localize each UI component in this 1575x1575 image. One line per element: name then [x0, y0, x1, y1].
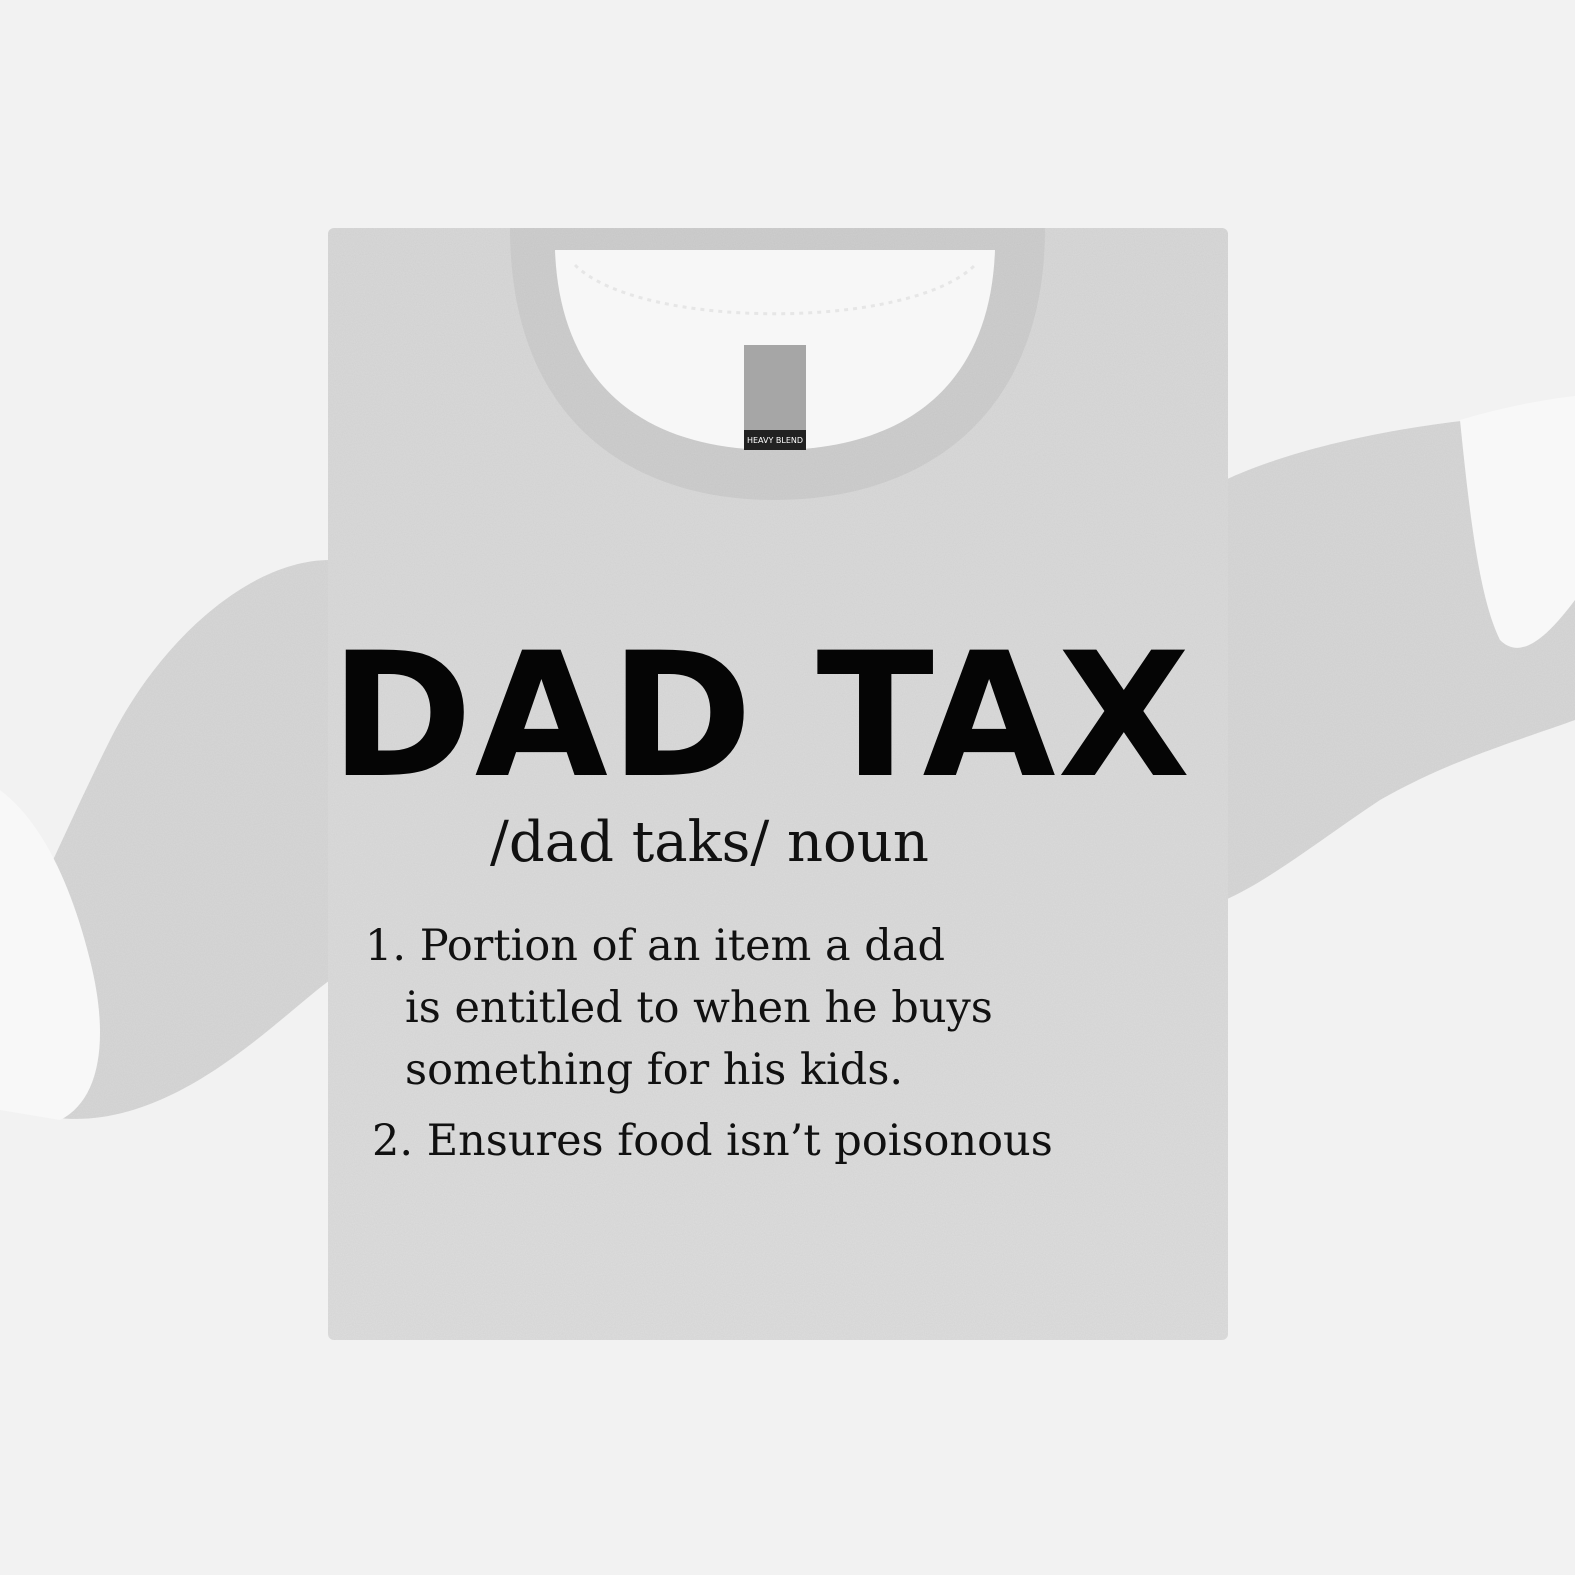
- definition-2-line-1: 2. Ensures food isn’t poisonous: [372, 1116, 1053, 1166]
- definition-1-line-3: something for his kids.: [405, 1045, 904, 1095]
- pronunciation: /dad taks/ noun: [490, 810, 929, 875]
- shirt-title: DAD TAX: [330, 615, 1193, 816]
- definition-1-line-2: is entitled to when he buys: [405, 983, 993, 1033]
- neck-label-text: HEAVY BLEND: [746, 436, 804, 445]
- definition-1-line-1: 1. Portion of an item a dad: [365, 921, 945, 971]
